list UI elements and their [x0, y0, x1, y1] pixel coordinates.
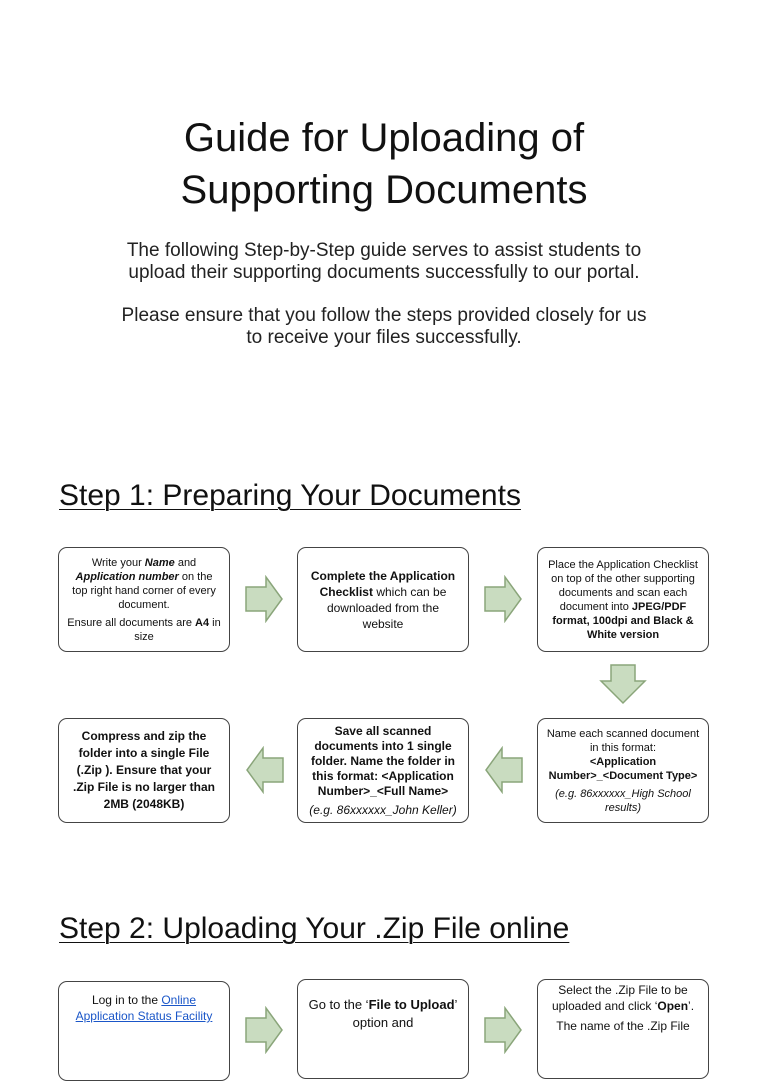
step-1-box-save-folder — [297, 718, 469, 823]
step-2-heading: Step 2: Uploading Your .Zip File online — [59, 912, 570, 945]
intro-paragraph-2 — [84, 305, 684, 349]
step-2-box-file-upload — [297, 979, 469, 1079]
box-save-folder-example: (e.g. 86xxxxxx_John Keller) — [309, 802, 457, 817]
step-1-box-compress — [58, 718, 230, 823]
step-1-box-name-files — [537, 718, 709, 823]
title-line-1: Guide for Uploading of — [183, 116, 585, 160]
box-select-zip-text-2: The name of the .Zip File — [556, 1019, 690, 1033]
box-login-text: Log in to the Online Application Status Facility — [75, 993, 213, 1023]
right-arrow-icon — [483, 575, 523, 623]
step-1-box-write-name — [58, 547, 230, 652]
right-arrow-icon — [244, 575, 284, 623]
intro-paragraph-1 — [84, 240, 684, 284]
down-arrow-icon — [599, 663, 647, 705]
right-arrow-icon — [244, 1006, 284, 1054]
left-arrow-icon — [484, 746, 524, 794]
box-scan-text: Place the Application Checklist on top of the other supporting documents and scan each document into JPEG/PDF format, 100dpi and Black & White version — [548, 558, 698, 641]
box-ensure-a4-text: Ensure all documents are A4 in size — [67, 616, 221, 643]
page-title — [0, 112, 768, 216]
left-arrow-icon — [245, 746, 285, 794]
intro-paragraph-1-line-2: upload their supporting documents successfully to our portal. — [128, 262, 640, 283]
step-2-box-select-zip — [537, 979, 709, 1079]
step-1-box-checklist — [297, 547, 469, 652]
right-arrow-icon — [483, 1006, 523, 1054]
box-name-files-text: Name each scanned document in this format: <Application Number>_<Document Type> — [546, 727, 700, 782]
box-write-name-text: Write your Name and Application number on the top right hand corner of every document. — [72, 556, 216, 611]
intro-paragraph-2-line-2: to receive your files successfully. — [246, 327, 522, 348]
box-select-zip-text: Select the .Zip File to be uploaded and click ‘Open’. — [551, 983, 695, 1013]
intro-paragraph-2-line-1: Please ensure that you follow the steps provided closely for us — [121, 305, 647, 326]
step-1-box-scan — [537, 547, 709, 652]
box-file-upload-text: Go to the ‘File to Upload’ option and — [308, 997, 458, 1030]
step-2-box-login — [58, 981, 230, 1081]
online-application-status-link[interactable]: Online Application Status Facility — [75, 993, 213, 1023]
intro-paragraph-1-line-1: The following Step-by-Step guide serves to assist students to — [126, 240, 642, 261]
title-line-2: Supporting Documents — [180, 168, 588, 212]
box-save-folder-text: Save all scanned documents into 1 single folder. Name the folder in this format: <Application Number>_<Full Name> — [310, 723, 456, 798]
box-checklist-text: Complete the Application Checklist which can be downloaded from the website — [310, 568, 456, 631]
step-1-heading: Step 1: Preparing Your Documents — [59, 479, 521, 512]
box-compress-text: Compress and zip the folder into a single File (.Zip ). Ensure that your .Zip File is no larger than 2MB (2048KB) — [72, 729, 216, 811]
box-name-files-example: (e.g. 86xxxxxx_High School results) — [555, 787, 691, 814]
